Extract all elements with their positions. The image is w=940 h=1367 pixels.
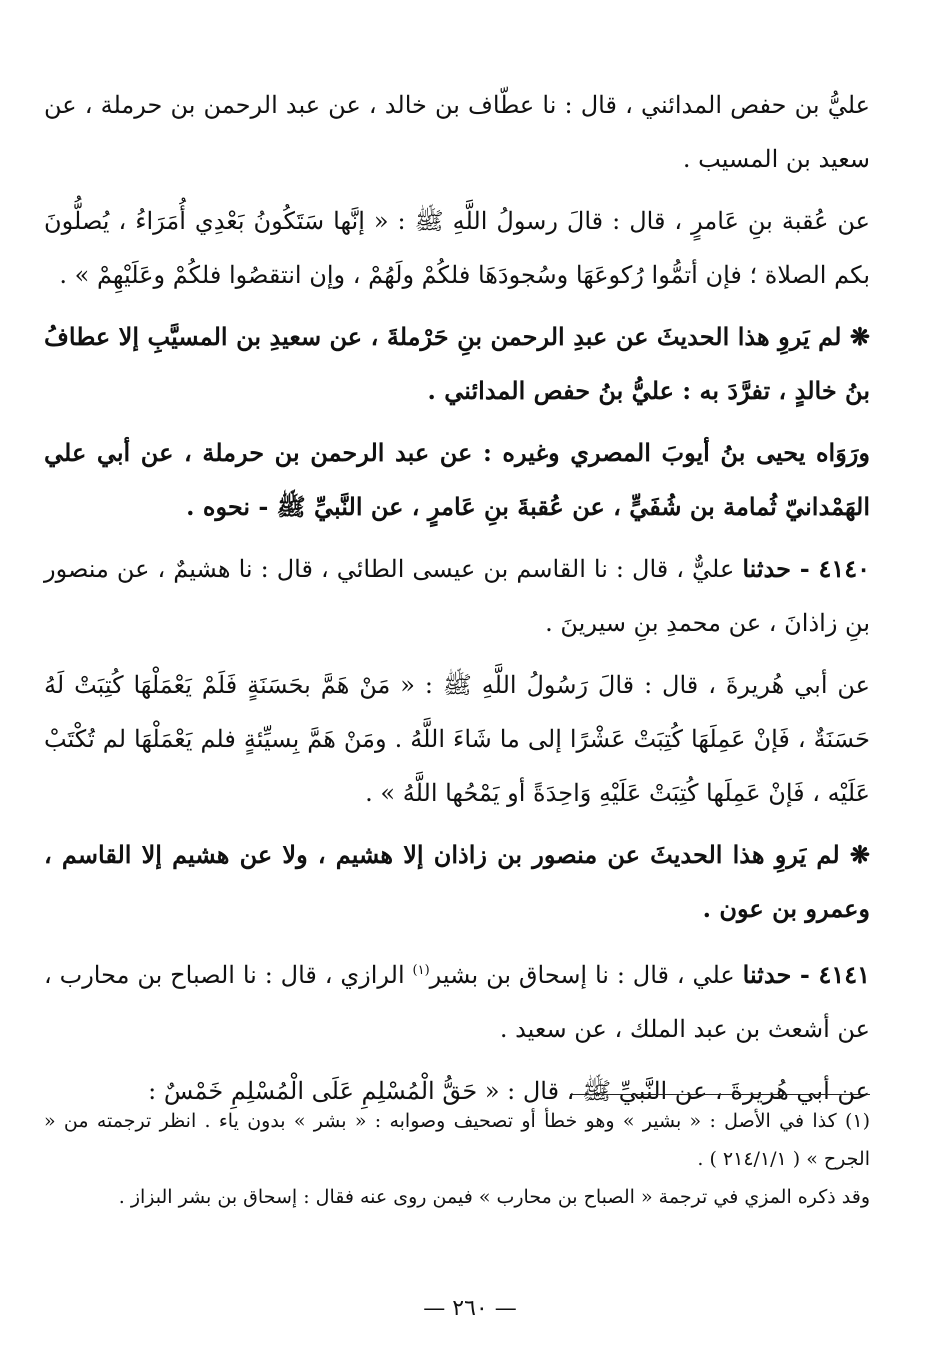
hadith-4140: [44, 542, 870, 650]
paragraph-9: عن أبي هُريرةَ ، عن النَّبيِّ ﷺ ، قال : « حَقُّ الْمُسْلِمِ عَلَى الْمُسْلِمِ خَمْسٌ :: [148, 1077, 870, 1105]
footnote-1: (١) كذا في الأصل : « بشير » وهو خطأ أو تصحيف وصوابه : « بشر » بدون ياء . انظر ترجمته من « الجرح » ( ٢١٤/١/١ ) .: [44, 1110, 870, 1170]
footnote-separator: [570, 1094, 870, 1095]
page-number: — ٢٦٠ —: [423, 1296, 517, 1321]
hadith-4140-chain: عليٌّ ، قال : نا القاسم بن عيسى الطائي ، قال : نا هشيمٌ ، عن منصور بنِ زاذانَ ، عن محمدِ بنِ سيرينَ .: [44, 555, 870, 637]
paragraph-1: عليُّ بن حفص المدائني ، قال : نا عطّاف بن خالد ، عن عبد الرحمن بن حرملة ، عن سعيد بن المسيب .: [44, 91, 870, 173]
paragraph-7-commentary: ❋ لم يَروِ هذا الحديثَ عن منصور بن زاذان إلا هشيم ، ولا عن هشيم إلا القاسم ، وعمرو بن عون .: [44, 840, 870, 923]
hadith-number-4141: ٤١٤١ - حدثنا: [742, 960, 871, 989]
paragraph-6: عن أبي هُريرةَ ، قال : قالَ رَسُولُ اللَّهِ ﷺ : « مَنْ هَمَّ بحَسَنَةٍ فَلَمْ يَعْمَلْهَا كُتِبَتْ لَهُ حَسَنَةٌ ، فَإنْ عَمِلَهَا كُتِبَتْ عَشْرًا إلى ما شَاءَ اللَّهُ . ومَنْ هَمَّ بِسيِّئةٍ فلم يَعْمَلْهَا لم تُكْتَبْ عَلَيْه ، فَإنْ عَمِلَها كُتِبَتْ عَلَيْهِ وَاحِدَةً أو يَمْحُها اللَّهُ » .: [44, 671, 870, 807]
footnote-ref-1: (١): [412, 963, 430, 978]
paragraph-2: عن عُقبة بنِ عَامرٍ ، قال : قالَ رسولُ اللَّهِ ﷺ : « إنَّها سَتَكُونُ بَعْدِي أُمَرَاءُ ، يُصلُّونَ بكم الصلاة ؛ فإن أتمُّوا رُكوعَهَا وسُجودَهَا فلكُمْ ولَهُمْ ، وإن انتقصُوا فلكُمْ وعَلَيْهِمْ » .: [44, 207, 870, 289]
hadith-number-4140: ٤١٤٠ - حدثنا: [742, 554, 870, 583]
hadith-4141-chain-a: علي ، قال : نا إسحاق بن بشير: [429, 961, 743, 989]
footnotes: [44, 1102, 870, 1216]
paragraph-4-commentary: ورَوَاه يحيى بنُ أيوبَ المصري وغيره : عن عبد الرحمن بن حرملة ، عن أبي علي الهَمْدانيّ ثُمامة بن شُفَيٍّ ، عن عُقبةَ بنِ عَامرٍ ، عن النَّبيِّ ﷺ - نحوه .: [44, 438, 870, 521]
paragraph-3-commentary: ❋ لم يَروِ هذا الحديثَ عن عبدِ الرحمن بنِ حَرْملةَ ، عن سعيدِ بن المسيَّبِ إلا عطافُ بنُ خالدٍ ، تفرَّدَ به : عليُّ بنُ حفص المدائني .: [44, 322, 870, 405]
footnote-1-cont: وقد ذكره المزي في ترجمة « الصباح بن محارب » فيمن روى عنه فقال : إسحاق بن بشر البزاز .: [118, 1186, 870, 1208]
main-text: [44, 78, 870, 1126]
hadith-4141-chain-b: الرازي ، قال : نا الصباح بن محارب ، عن أشعث بن عبد الملك ، عن سعيد .: [44, 961, 870, 1043]
hadith-4141: [44, 944, 870, 1056]
